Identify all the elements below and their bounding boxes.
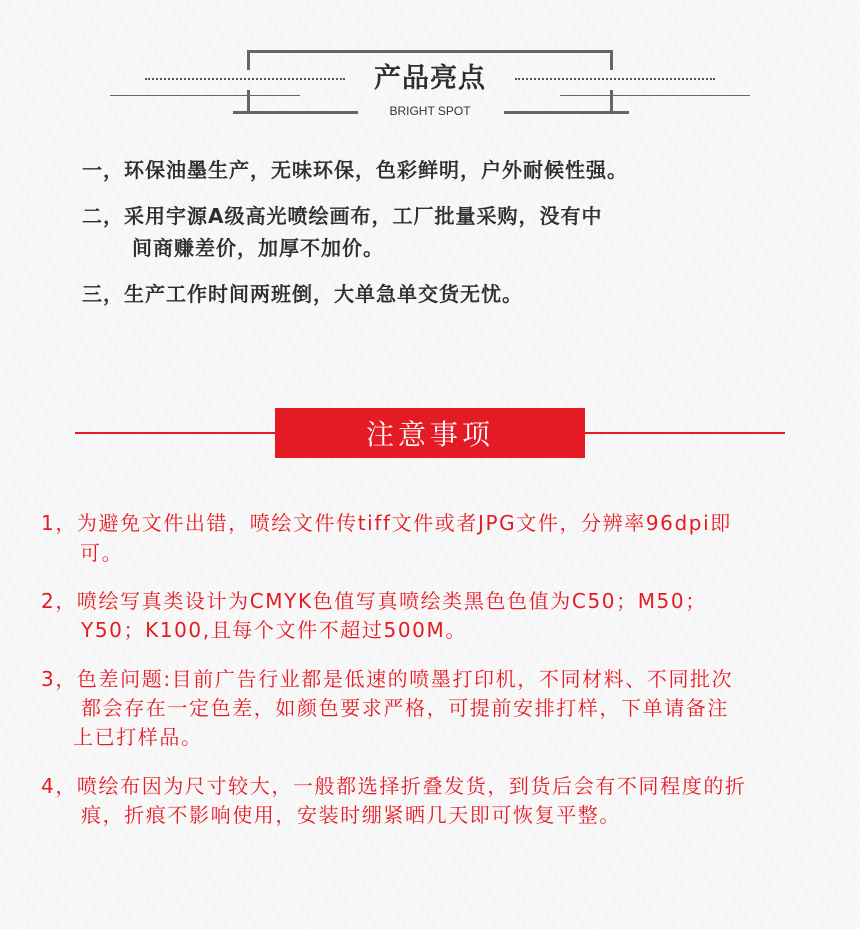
- header-thin-line-right: [560, 95, 750, 96]
- highlight-item-1-line-1: 一，环保油墨生产，无味环保，色彩鲜明，户外耐候性强。: [82, 158, 628, 182]
- header-thin-line-left: [110, 95, 300, 96]
- header-dotted-line-right: [515, 78, 715, 80]
- header-frame-left-upper: [247, 50, 250, 70]
- notice-item-1-line-1: 1，为避免文件出错，喷绘文件传tiff文件或者JPG文件，分辨率96dpi即: [41, 511, 732, 535]
- notice-item-1-line-2: 可。: [80, 541, 124, 565]
- notice-item-4-line-2: 痕，折痕不影响使用，安装时绷紧晒几天即可恢复平整。: [81, 803, 621, 827]
- header-frame-right-upper: [610, 50, 613, 70]
- highlight-item-3-line-1: 三，生产工作时间两班倒，大单急单交货无忧。: [82, 282, 523, 306]
- notice-item-2-line-1: 2，喷绘写真类设计为CMYK色值写真喷绘类黑色色值为C50；M50；: [41, 589, 707, 613]
- highlights-subtitle: BRIGHT SPOT: [389, 104, 471, 118]
- header-frame-top: [248, 50, 613, 53]
- header-bottom-bar-left: [233, 111, 358, 114]
- notice-title-banner: [275, 408, 585, 458]
- highlight-item-2-line-2: 间商赚差价，加厚不加价。: [132, 236, 384, 260]
- header-frame-right-lower: [610, 90, 613, 113]
- highlight-item-2-line-1: 二，采用宇源A级高光喷绘画布，工厂批量采购，没有中: [82, 204, 603, 228]
- notice-title: 注意事项: [365, 418, 494, 451]
- header-bottom-bar-right: [504, 111, 629, 114]
- notice-item-3-line-3: 上已打样品。: [73, 725, 203, 749]
- notice-item-3-line-2: 都会存在一定色差，如颜色要求严格，可提前安排打样，下单请备注: [81, 696, 729, 720]
- notice-item-4-line-1: 4，喷绘布因为尺寸较大，一般都选择折叠发货，到货后会有不同程度的折: [41, 774, 747, 798]
- highlights-title: 产品亮点: [374, 63, 486, 94]
- header-dotted-line-left: [145, 78, 345, 80]
- notice-item-3-line-1: 3，色差问题:目前广告行业都是低速的喷墨打印机，不同材料、不同批次: [41, 667, 734, 691]
- header-frame-left-lower: [247, 90, 250, 113]
- notice-item-2-line-2: Y50；K100,且每个文件不超过500M。: [81, 618, 467, 642]
